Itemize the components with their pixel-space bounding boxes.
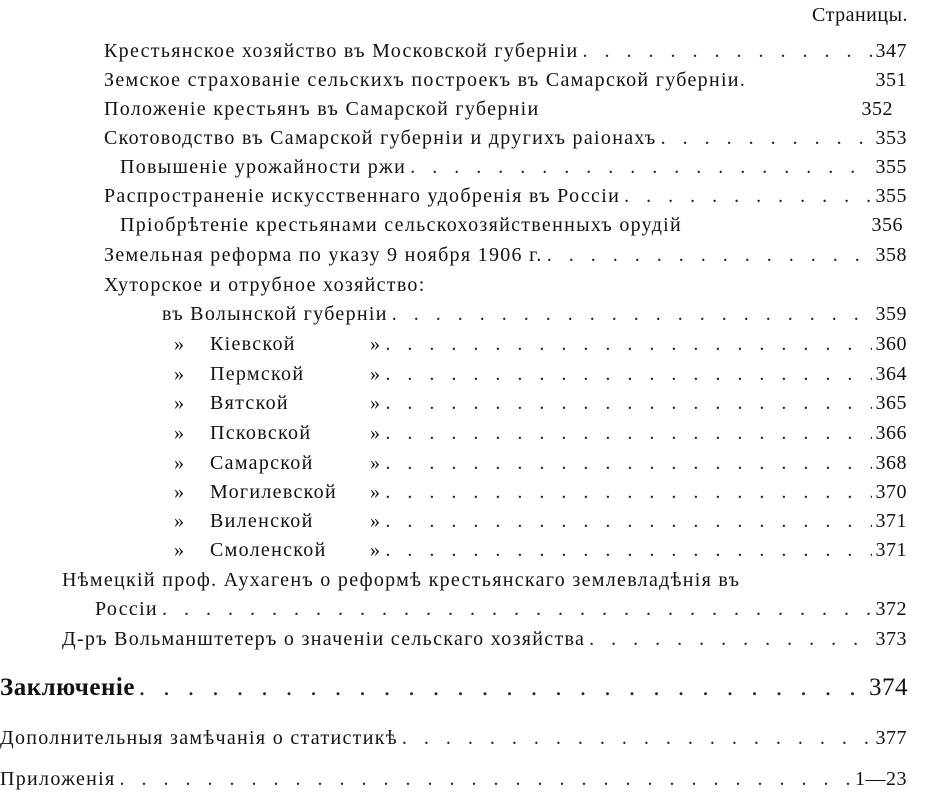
toc-sub-entry xyxy=(174,510,907,538)
toc-entry-page: 355 xyxy=(875,156,907,178)
ditto-mark: » xyxy=(370,333,382,355)
toc-entry-title: Земельная реформа по указу 9 ноября 1906 г. xyxy=(104,244,543,266)
toc-entry-title: Дополнительныя замѣчанія о статистикѣ xyxy=(0,727,398,749)
toc-entry-page: 1—23 xyxy=(855,768,907,790)
dot-leader xyxy=(624,185,871,208)
toc-entry-title: Пріобрѣтеніе крестьянами сельскохозяйственныхъ орудій xyxy=(120,214,683,236)
dot-leader xyxy=(402,727,872,750)
toc-entry xyxy=(104,185,907,213)
toc-entry xyxy=(120,156,907,184)
toc-sub-entry-page: 365 xyxy=(875,392,907,414)
ditto-mark: » xyxy=(174,481,186,503)
dot-leader xyxy=(661,127,872,150)
pages-column-header: Страницы. xyxy=(812,4,908,26)
toc-entry-page: 377 xyxy=(875,727,907,749)
toc-entry-title: Приложенія xyxy=(0,768,116,790)
dot-leader xyxy=(385,333,871,356)
toc-entry-title: Повышеніе урожайности ржи xyxy=(120,156,407,178)
toc-entry-page: 351 xyxy=(875,69,907,91)
dot-leader xyxy=(589,628,871,651)
toc-entry-page: 373 xyxy=(875,628,907,650)
toc-entry-page: 358 xyxy=(875,244,907,266)
toc-entry xyxy=(104,244,907,272)
ditto-mark: » xyxy=(174,392,186,414)
toc-entry-title: Д-ръ Вольманштетеръ о значеніи сельскаго хозяйства xyxy=(62,628,586,650)
toc-entry-page: 353 xyxy=(875,127,907,149)
dot-leader xyxy=(162,598,872,621)
dot-leader xyxy=(410,156,871,179)
ditto-mark: » xyxy=(370,539,382,561)
toc-sub-entry-name: Псковской xyxy=(210,422,312,444)
toc-entry-title: Распространеніе искусственнаго удобренія въ Россіи xyxy=(104,185,621,207)
toc-entry-title-line2: Россіи xyxy=(95,598,158,620)
toc-sub-entry-name: Смоленской xyxy=(210,539,327,561)
toc-chapter-page: 374 xyxy=(869,674,908,701)
dot-leader xyxy=(547,244,872,267)
ditto-mark: » xyxy=(174,333,186,355)
toc-entry-title: въ Волынской губерніи xyxy=(162,303,388,325)
ditto-mark: » xyxy=(370,510,382,532)
toc-sub-entry-name: Самарской xyxy=(210,452,314,474)
dot-leader xyxy=(385,452,871,475)
toc-sub-entry xyxy=(174,392,907,420)
toc-sub-entry-name: Пермской xyxy=(210,363,305,385)
toc-sub-entry-page: 371 xyxy=(875,510,907,532)
dot-leader xyxy=(385,392,871,415)
toc-sub-entry-page: 360 xyxy=(875,333,907,355)
ditto-mark: » xyxy=(174,510,186,532)
toc-entry xyxy=(95,598,907,626)
toc-entry xyxy=(104,127,907,155)
toc-sub-entry-name: Виленской xyxy=(210,510,314,532)
toc-entry xyxy=(104,40,907,68)
toc-entry-title-line1: Нѣмецкій проф. Аухагенъ о реформѣ крестьянскаго землевладѣнія въ xyxy=(62,569,741,591)
toc-sub-entry xyxy=(174,452,907,480)
dot-leader xyxy=(139,674,865,702)
toc-sub-entry-name: Кіевской xyxy=(210,333,296,355)
ditto-mark: » xyxy=(174,539,186,561)
toc-entry xyxy=(162,303,907,331)
toc-sub-entry xyxy=(174,333,907,361)
toc-sub-entry-page: 364 xyxy=(875,363,907,385)
toc-entry-page: 356 xyxy=(871,214,903,236)
dot-leader xyxy=(385,363,871,386)
toc-sub-entry-name: Вятской xyxy=(210,392,289,414)
dot-leader xyxy=(385,539,871,562)
toc-chapter-title: Заключеніе xyxy=(0,674,135,701)
toc-sub-entry-page: 366 xyxy=(875,422,907,444)
toc-section-heading: Хуторское и отрубное хозяйство: xyxy=(104,274,426,296)
ditto-mark: » xyxy=(370,452,382,474)
ditto-mark: » xyxy=(174,452,186,474)
dot-leader xyxy=(582,40,871,63)
toc-entry-title: Крестьянское хозяйство въ Московской губерніи xyxy=(104,40,579,62)
toc-entry-page: 359 xyxy=(875,303,907,325)
toc-entry xyxy=(0,727,907,755)
toc-sub-entry-page: 368 xyxy=(875,452,907,474)
toc-sub-entry xyxy=(174,363,907,391)
toc-sub-entry-name: Могилевской xyxy=(210,481,337,503)
toc-sub-entry xyxy=(174,481,907,509)
toc-chapter-entry xyxy=(0,674,908,708)
dot-leader xyxy=(385,510,871,533)
toc-entry-title: Скотоводство въ Самарской губерніи и другихъ раіонахъ xyxy=(104,127,657,149)
toc-entry xyxy=(104,69,907,97)
toc-sub-entry-page: 371 xyxy=(875,539,907,561)
toc-entry-page: 352 xyxy=(861,98,893,120)
toc-entry-page: 355 xyxy=(875,185,907,207)
ditto-mark: » xyxy=(174,422,186,444)
dot-leader xyxy=(392,303,872,326)
toc-entry-title: Земское страхованіе сельскихъ построекъ въ Самарской губерніи. xyxy=(104,69,747,91)
dot-leader xyxy=(385,481,871,504)
ditto-mark: » xyxy=(370,363,382,385)
dot-leader xyxy=(385,422,871,445)
ditto-mark: » xyxy=(370,422,382,444)
toc-entry xyxy=(104,98,907,126)
toc-sub-entry xyxy=(174,539,907,567)
toc-sub-entry xyxy=(174,422,907,450)
ditto-mark: » xyxy=(370,481,382,503)
ditto-mark: » xyxy=(174,363,186,385)
toc-entry xyxy=(0,768,907,796)
toc-entry-page: 372 xyxy=(875,598,907,620)
toc-entry xyxy=(62,628,907,656)
ditto-mark: » xyxy=(370,392,382,414)
toc-entry-title: Положеніе крестьянъ въ Самарской губерніи xyxy=(104,98,540,120)
toc-sub-entry-page: 370 xyxy=(875,481,907,503)
dot-leader xyxy=(120,768,851,791)
toc-entry-page: 347 xyxy=(875,40,907,62)
toc-entry xyxy=(120,214,907,242)
